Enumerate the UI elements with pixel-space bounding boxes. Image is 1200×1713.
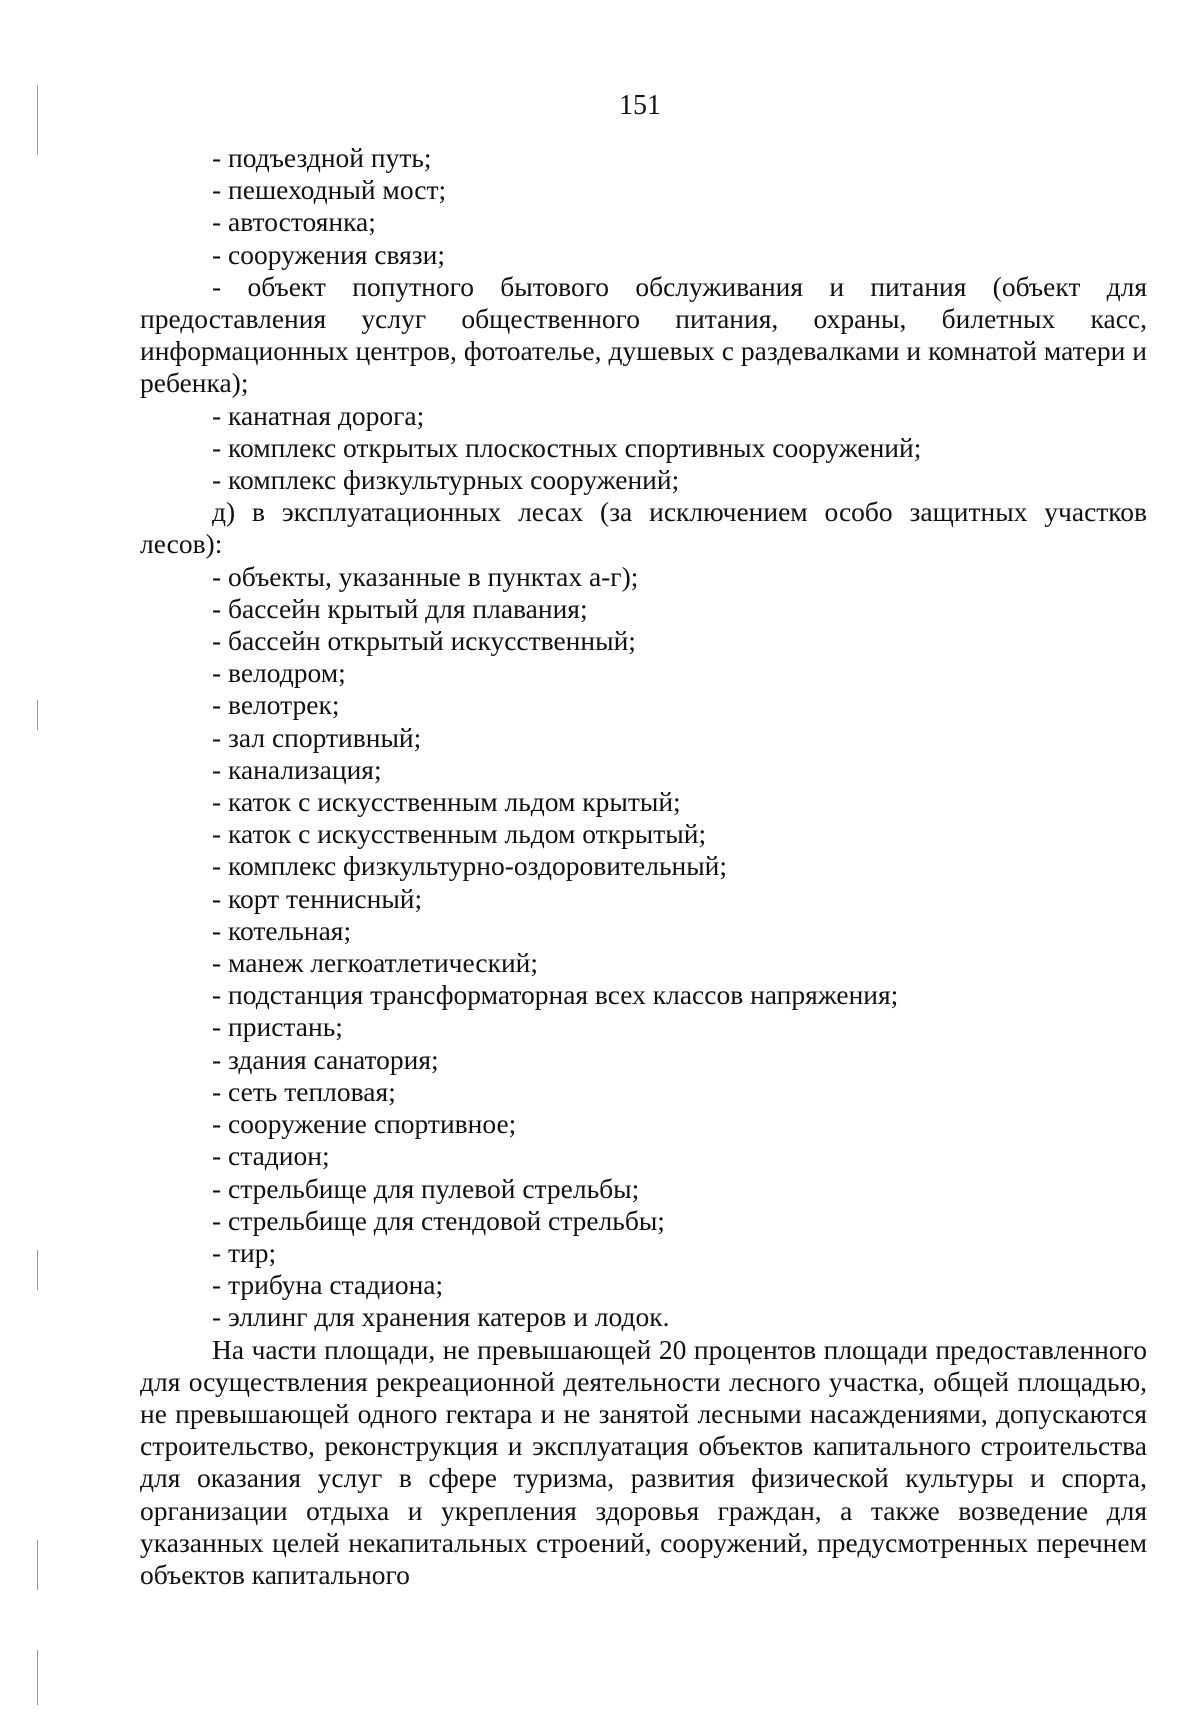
- list-item: - трибуна стадиона;: [212, 1269, 444, 1301]
- list-item: - бассейн крытый для плавания;: [212, 592, 588, 624]
- list-item: - комплекс открытых плоскостных спортивных сооружений;: [212, 431, 922, 463]
- document-body: [140, 142, 1147, 1591]
- list-item: - подъездной путь;: [212, 142, 432, 173]
- scan-edge-mark: [37, 1650, 38, 1705]
- list-item: - тир;: [212, 1236, 277, 1268]
- list-item: - сеть тепловая;: [212, 1075, 396, 1107]
- list-item: - корт теннисный;: [212, 882, 423, 914]
- bullet-list: [140, 561, 1147, 1334]
- list-item: - зал спортивный;: [212, 721, 422, 753]
- list-item: - котельная;: [212, 914, 352, 946]
- list-item: - здания санатория;: [212, 1043, 439, 1075]
- list-item: - комплекс физкультурных сооружений;: [212, 464, 680, 496]
- list-item: - стрельбище для пулевой стрельбы;: [212, 1172, 640, 1204]
- bullet-list: [140, 400, 1147, 497]
- paragraph-item-d: д) в эксплуатационных лесах (за исключением особо защитных участков лесов):: [140, 496, 1147, 560]
- list-item: - пешеходный мост;: [212, 174, 447, 206]
- list-item: - эллинг для хранения катеров и лодок.: [212, 1301, 670, 1333]
- list-item: - стрельбище для стендовой стрельбы;: [212, 1204, 665, 1236]
- scan-edge-mark: [37, 1540, 38, 1590]
- list-item: - каток с искусственным льдом открытый;: [212, 818, 707, 850]
- list-item: - пристань;: [212, 1011, 343, 1043]
- page-number: 151: [619, 90, 661, 121]
- scan-edge-mark: [37, 700, 38, 730]
- bullet-list: [140, 142, 1147, 271]
- list-item: - сооружение спортивное;: [212, 1108, 517, 1140]
- list-item: - автостоянка;: [212, 206, 376, 238]
- paragraph-final: На части площади, не превышающей 20 процентов площади предоставленного для осуществления рекреационной деятельности лесного участка, общей площадью, не превышающей одного гектара и не занятой лесными насаждениями, допускаются строительство, реконструкция и эксплуатация объектов капитального строительства для оказания услуг в сфере туризма, развития физической культуры и спорта, организации отдыха и укрепления здоровья граждан, а также возведение для указанных целей некапитальных строений, сооружений, предусмотренных перечнем объектов капитального: [140, 1333, 1147, 1590]
- list-item: - канатная дорога;: [212, 399, 425, 431]
- scan-edge-mark: [37, 1250, 38, 1290]
- list-item: - комплекс физкультурно-оздоровительный;: [212, 850, 728, 882]
- list-item: - подстанция трансформаторная всех классов напряжения;: [212, 979, 899, 1011]
- list-item: - велотрек;: [212, 689, 340, 721]
- list-item: - каток с искусственным льдом крытый;: [212, 786, 681, 818]
- list-item: - канализация;: [212, 753, 382, 785]
- list-item: - манеж легкоатлетический;: [212, 947, 539, 979]
- list-item: - бассейн открытый искусственный;: [212, 625, 636, 657]
- list-item: - сооружения связи;: [212, 238, 446, 270]
- list-item: - объекты, указанные в пунктах а-г);: [212, 560, 639, 592]
- list-item: - стадион;: [212, 1140, 330, 1172]
- list-item: - велодром;: [212, 657, 346, 689]
- paragraph-objekt: - объект попутного бытового обслуживания и питания (объект для предоставления услуг общественного питания, охраны, билетных касс, информационных центров, фотоателье, душевых с раздевалками и комнатой матери и ребенка);: [140, 270, 1147, 399]
